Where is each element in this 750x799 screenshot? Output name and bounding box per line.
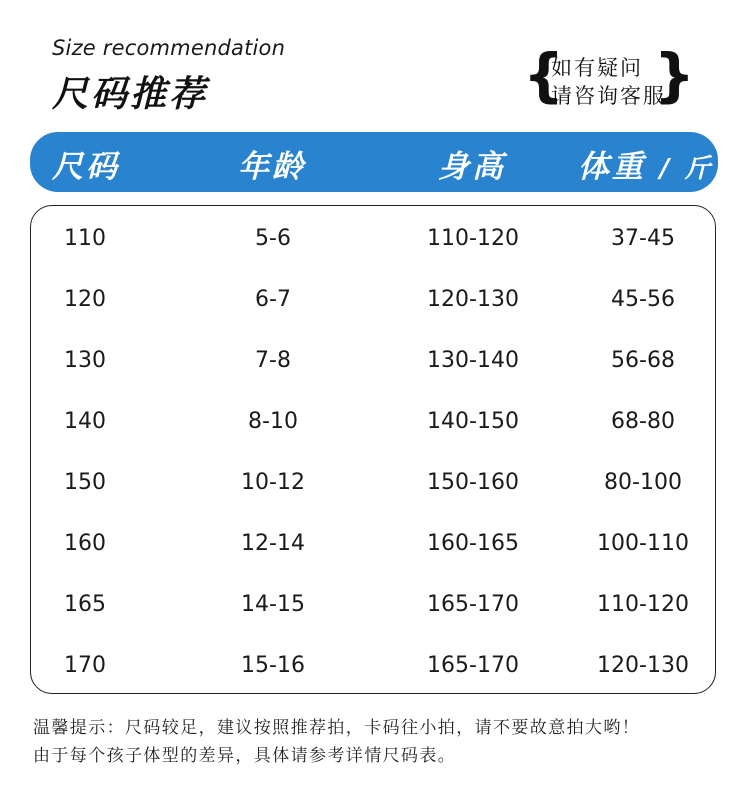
cell-age: 8-10 [248,409,298,434]
table-row [31,219,715,259]
cell-weight: 45-56 [611,287,675,312]
cell-age: 10-12 [241,470,305,495]
cell-height: 140-150 [427,409,519,434]
note-text [551,54,666,110]
cell-size: 150 [64,470,106,495]
column-header-size: 尺码 [52,149,120,185]
cell-age: 7-8 [255,348,291,373]
cell-weight: 56-68 [611,348,675,373]
cell-size: 140 [64,409,106,434]
page-title: 尺码推荐 [52,74,209,115]
cell-weight: 68-80 [611,409,675,434]
table-row [31,280,715,320]
column-header-weight-label: 体重 [578,149,646,185]
table-row [31,402,715,442]
subtitle-english: Size recommendation [52,36,286,60]
cell-age: 12-14 [241,531,305,556]
tip-line-1: 温馨提示：尺码较足，建议按照推荐拍，卡码往小拍，请不要故意拍大哟！ [33,718,641,738]
cell-age: 6-7 [255,287,291,312]
table-row [31,341,715,381]
right-brace-icon: } [653,41,695,109]
column-header-height: 身高 [438,149,506,185]
cell-size: 160 [64,531,106,556]
tip-line-2: 由于每个孩子体型的差异，具体请参考详情尺码表。 [33,746,457,766]
note-line-1: 如有疑问 [551,56,643,80]
table-header-bar [30,132,718,192]
cell-weight: 110-120 [597,592,689,617]
table-row [31,585,715,625]
cell-height: 150-160 [427,470,519,495]
cell-height: 165-170 [427,653,519,678]
size-table [30,205,716,694]
cell-weight: 120-130 [597,653,689,678]
cell-size: 165 [64,592,106,617]
column-header-weight [578,141,713,186]
cell-age: 5-6 [255,226,291,251]
column-header-age: 年龄 [238,149,306,185]
table-row [31,463,715,503]
cell-height: 120-130 [427,287,519,312]
cell-height: 165-170 [427,592,519,617]
cell-weight: 100-110 [597,531,689,556]
cell-size: 130 [64,348,106,373]
note-line-2: 请咨询客服 [551,84,666,108]
tips [33,714,640,770]
left-brace-icon: { [523,41,565,109]
cell-age: 14-15 [241,592,305,617]
cell-age: 15-16 [241,653,305,678]
cell-size: 170 [64,653,106,678]
column-header-weight-unit: / 斤 [659,154,714,184]
cell-weight: 80-100 [604,470,682,495]
table-row [31,646,715,686]
cell-size: 120 [64,287,106,312]
customer-service-note [523,41,695,112]
cell-height: 160-165 [427,531,519,556]
table-row [31,524,715,564]
cell-weight: 37-45 [611,226,675,251]
cell-height: 110-120 [427,226,519,251]
cell-size: 110 [64,226,106,251]
cell-height: 130-140 [427,348,519,373]
